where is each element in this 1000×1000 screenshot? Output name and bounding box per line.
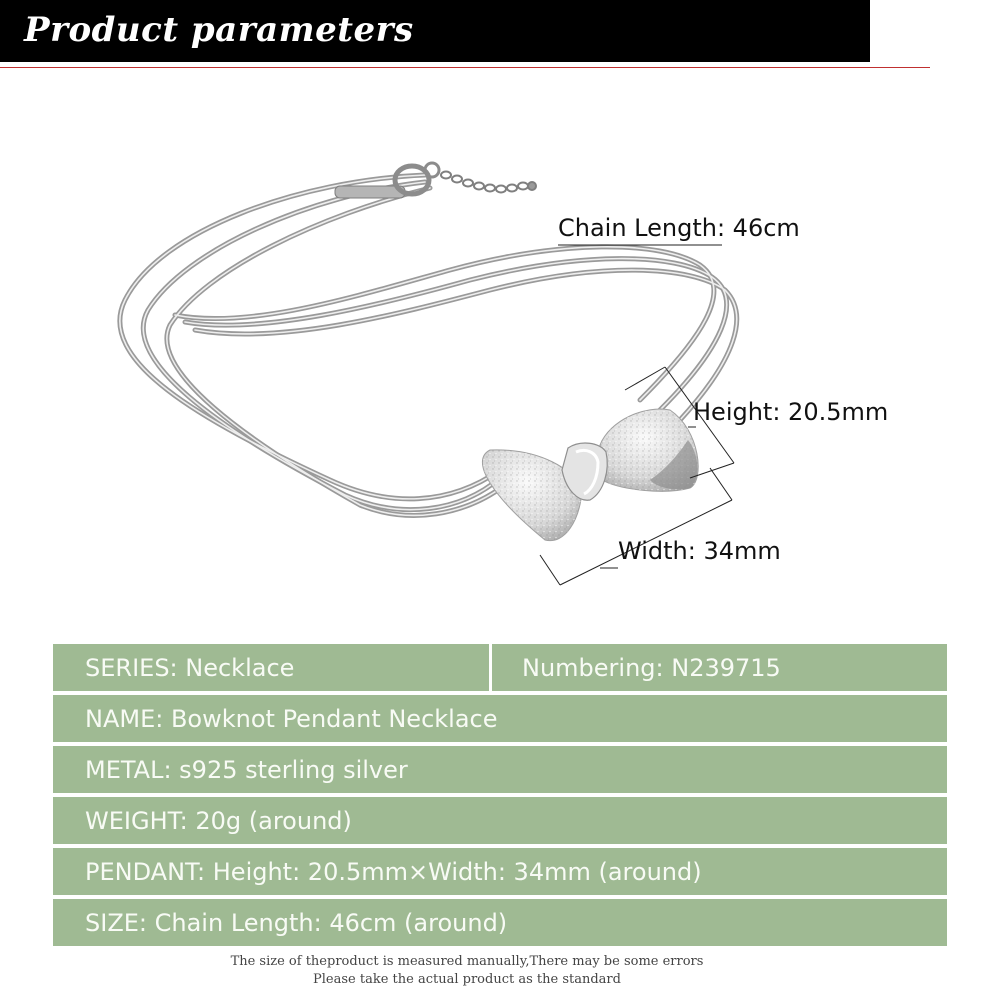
- spec-row-weight: [53, 797, 947, 844]
- spec-weight: WEIGHT: 20g (around): [53, 797, 947, 844]
- header-divider: [0, 67, 930, 68]
- spec-row-series: [53, 644, 947, 691]
- footnote-line-1: The size of theproduct is measured manually,There may be some errors: [230, 954, 704, 969]
- spec-row-metal: [53, 746, 947, 793]
- spec-series: SERIES: Necklace: [53, 644, 489, 691]
- bowknot-pendant-icon: [482, 409, 698, 541]
- spec-pendant: PENDANT: Height: 20.5mm×Width: 34mm (around): [53, 848, 947, 895]
- header-title: Product parameters: [24, 10, 414, 50]
- spec-numbering: Numbering: N239715: [492, 644, 947, 691]
- header-bar: [0, 0, 870, 62]
- width-label: Width: 34mm: [618, 537, 781, 565]
- spec-row-name: [53, 695, 947, 742]
- spec-table: [53, 644, 947, 950]
- spec-row-size: [53, 899, 947, 946]
- extension-chain-icon: [441, 172, 536, 193]
- footnote-line-2: Please take the actual product as the standard: [313, 972, 621, 987]
- spec-metal: METAL: s925 sterling silver: [53, 746, 947, 793]
- spec-size: SIZE: Chain Length: 46cm (around): [53, 899, 947, 946]
- spec-row-pendant: [53, 848, 947, 895]
- spec-name: NAME: Bowknot Pendant Necklace: [53, 695, 947, 742]
- necklace-product-image: [0, 70, 1000, 640]
- chain-length-label: Chain Length: 46cm: [558, 214, 800, 242]
- height-label: Height: 20.5mm: [693, 398, 889, 426]
